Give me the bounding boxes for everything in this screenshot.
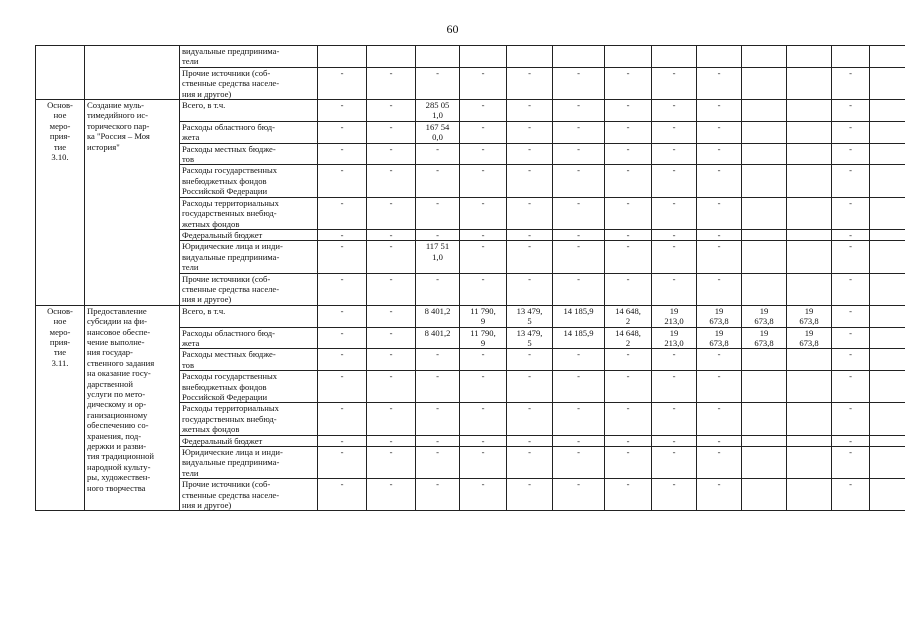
measure-name-cell: Предоставление субсидии на фи- нансовое обеспе- чение выполне- ния государ- ственного задания на оказание госу- дарственной услуги по мето- дическому и ор- ганизационному обеспечению со- хранения, под- держки и разви- тия традиционной народной культу- ры, художествен- ного творчества bbox=[85, 305, 180, 511]
value-cell bbox=[787, 143, 832, 165]
value-cell: - bbox=[318, 447, 367, 479]
value-cell: - bbox=[507, 121, 553, 143]
value-cell: - bbox=[318, 371, 367, 403]
value-cell: - bbox=[832, 241, 870, 273]
value-cell: - bbox=[507, 229, 553, 240]
table-body bbox=[36, 46, 905, 511]
value-cell: - bbox=[318, 241, 367, 273]
value-cell: 117 51 1,0 bbox=[416, 241, 460, 273]
value-cell: - bbox=[652, 479, 697, 511]
value-cell bbox=[507, 46, 553, 68]
value-cell: - bbox=[832, 327, 870, 349]
value-cell bbox=[787, 197, 832, 229]
value-cell bbox=[787, 121, 832, 143]
value-cell: - bbox=[367, 143, 416, 165]
value-cell: - bbox=[318, 100, 367, 122]
value-cell bbox=[416, 46, 460, 68]
value-cell: - bbox=[416, 229, 460, 240]
value-cell bbox=[742, 447, 787, 479]
value-cell bbox=[787, 100, 832, 122]
table-row bbox=[36, 100, 905, 122]
value-cell bbox=[787, 349, 832, 371]
value-cell bbox=[553, 46, 605, 68]
funding-source-cell: Юридические лица и инди- видуальные предпринима- тели bbox=[180, 447, 318, 479]
value-cell: - bbox=[832, 273, 870, 305]
value-cell bbox=[787, 229, 832, 240]
value-cell: - bbox=[460, 197, 507, 229]
value-cell bbox=[870, 435, 905, 446]
value-cell: - bbox=[416, 349, 460, 371]
value-cell: - bbox=[318, 349, 367, 371]
value-cell bbox=[870, 349, 905, 371]
value-cell: - bbox=[605, 241, 652, 273]
value-cell bbox=[742, 197, 787, 229]
value-cell bbox=[870, 165, 905, 197]
funding-source-cell: Прочие источники (соб- ственные средства населе- ния и другое) bbox=[180, 479, 318, 511]
value-cell: - bbox=[697, 241, 742, 273]
value-cell: - bbox=[460, 435, 507, 446]
value-cell: - bbox=[605, 447, 652, 479]
measure-code-cell: Основ- ное меро- прия- тие 3.11. bbox=[36, 305, 85, 511]
value-cell: - bbox=[652, 229, 697, 240]
value-cell: - bbox=[553, 371, 605, 403]
value-cell: - bbox=[507, 67, 553, 99]
value-cell: - bbox=[553, 403, 605, 435]
value-cell: - bbox=[318, 327, 367, 349]
value-cell: - bbox=[367, 305, 416, 327]
table-row bbox=[36, 46, 905, 68]
value-cell: 19 673,8 bbox=[742, 305, 787, 327]
value-cell bbox=[870, 371, 905, 403]
value-cell: - bbox=[553, 100, 605, 122]
value-cell: - bbox=[832, 403, 870, 435]
value-cell: - bbox=[367, 241, 416, 273]
value-cell: - bbox=[652, 197, 697, 229]
funding-source-cell: Расходы государственных внебюджетных фондов Российской Федерации bbox=[180, 371, 318, 403]
value-cell: - bbox=[605, 371, 652, 403]
value-cell bbox=[870, 143, 905, 165]
value-cell: - bbox=[416, 371, 460, 403]
value-cell: - bbox=[697, 273, 742, 305]
value-cell: - bbox=[367, 229, 416, 240]
value-cell: - bbox=[832, 165, 870, 197]
value-cell bbox=[742, 100, 787, 122]
value-cell: - bbox=[416, 197, 460, 229]
value-cell: - bbox=[832, 67, 870, 99]
value-cell: - bbox=[367, 403, 416, 435]
value-cell: - bbox=[697, 143, 742, 165]
value-cell: - bbox=[367, 371, 416, 403]
value-cell: - bbox=[605, 67, 652, 99]
measure-name-cell: Создание муль- тимедийного ис- торического пар- ка "Россия – Моя история" bbox=[85, 100, 180, 306]
measure-name-cell bbox=[85, 46, 180, 100]
value-cell: 19 673,8 bbox=[742, 327, 787, 349]
value-cell: - bbox=[367, 349, 416, 371]
value-cell bbox=[787, 165, 832, 197]
value-cell bbox=[870, 479, 905, 511]
value-cell: - bbox=[318, 479, 367, 511]
value-cell bbox=[870, 273, 905, 305]
value-cell bbox=[742, 479, 787, 511]
value-cell: - bbox=[416, 273, 460, 305]
funding-source-cell: Федеральный бюджет bbox=[180, 229, 318, 240]
value-cell bbox=[787, 273, 832, 305]
value-cell: - bbox=[697, 447, 742, 479]
value-cell: - bbox=[318, 229, 367, 240]
value-cell: - bbox=[605, 273, 652, 305]
value-cell: 14 185,9 bbox=[553, 305, 605, 327]
value-cell: - bbox=[832, 371, 870, 403]
value-cell bbox=[870, 327, 905, 349]
value-cell bbox=[870, 229, 905, 240]
value-cell: 11 790, 9 bbox=[460, 327, 507, 349]
value-cell: 13 479, 5 bbox=[507, 327, 553, 349]
measure-code-cell: Основ- ное меро- прия- тие 3.10. bbox=[36, 100, 85, 306]
value-cell bbox=[742, 241, 787, 273]
value-cell: - bbox=[460, 229, 507, 240]
funding-source-cell: Расходы государственных внебюджетных фондов Российской Федерации bbox=[180, 165, 318, 197]
value-cell bbox=[742, 229, 787, 240]
value-cell bbox=[697, 46, 742, 68]
value-cell: 19 213,0 bbox=[652, 327, 697, 349]
value-cell: - bbox=[832, 143, 870, 165]
value-cell: - bbox=[697, 229, 742, 240]
value-cell: - bbox=[460, 479, 507, 511]
value-cell: - bbox=[652, 403, 697, 435]
value-cell: - bbox=[832, 305, 870, 327]
value-cell: - bbox=[652, 447, 697, 479]
value-cell: - bbox=[832, 435, 870, 446]
value-cell: - bbox=[553, 447, 605, 479]
value-cell: - bbox=[553, 349, 605, 371]
value-cell: - bbox=[507, 143, 553, 165]
funding-source-cell: Юридические лица и инди- видуальные предпринима- тели bbox=[180, 241, 318, 273]
value-cell: 285 05 1,0 bbox=[416, 100, 460, 122]
value-cell bbox=[870, 241, 905, 273]
budget-table bbox=[35, 45, 905, 511]
value-cell: - bbox=[832, 349, 870, 371]
value-cell: - bbox=[697, 403, 742, 435]
value-cell bbox=[870, 100, 905, 122]
value-cell: - bbox=[460, 447, 507, 479]
value-cell bbox=[870, 121, 905, 143]
value-cell: - bbox=[367, 165, 416, 197]
value-cell: - bbox=[507, 403, 553, 435]
value-cell: - bbox=[367, 121, 416, 143]
value-cell: - bbox=[697, 121, 742, 143]
funding-source-cell: Расходы местных бюдже- тов bbox=[180, 143, 318, 165]
value-cell: - bbox=[697, 197, 742, 229]
value-cell bbox=[787, 403, 832, 435]
value-cell bbox=[787, 371, 832, 403]
value-cell: - bbox=[832, 100, 870, 122]
value-cell: - bbox=[605, 403, 652, 435]
funding-source-cell: Расходы областного бюд- жета bbox=[180, 327, 318, 349]
value-cell: - bbox=[553, 143, 605, 165]
value-cell bbox=[605, 46, 652, 68]
funding-source-cell: Всего, в т.ч. bbox=[180, 305, 318, 327]
value-cell bbox=[870, 447, 905, 479]
value-cell: - bbox=[460, 403, 507, 435]
value-cell: - bbox=[605, 229, 652, 240]
value-cell: - bbox=[367, 100, 416, 122]
value-cell: 167 54 0,0 bbox=[416, 121, 460, 143]
value-cell bbox=[787, 447, 832, 479]
funding-source-cell: Расходы территориальных государственных внебюд- жетных фондов bbox=[180, 197, 318, 229]
value-cell bbox=[652, 46, 697, 68]
value-cell: - bbox=[652, 371, 697, 403]
value-cell: - bbox=[652, 100, 697, 122]
value-cell: 19 673,8 bbox=[697, 305, 742, 327]
value-cell: - bbox=[416, 67, 460, 99]
value-cell: - bbox=[416, 479, 460, 511]
value-cell: - bbox=[652, 241, 697, 273]
funding-source-cell: видуальные предпринима- тели bbox=[180, 46, 318, 68]
value-cell: - bbox=[460, 67, 507, 99]
value-cell: - bbox=[507, 349, 553, 371]
value-cell: - bbox=[697, 100, 742, 122]
value-cell: - bbox=[507, 435, 553, 446]
funding-source-cell: Прочие источники (соб- ственные средства населе- ния и другое) bbox=[180, 67, 318, 99]
value-cell: - bbox=[553, 479, 605, 511]
value-cell: - bbox=[367, 435, 416, 446]
value-cell: - bbox=[416, 447, 460, 479]
value-cell bbox=[742, 165, 787, 197]
value-cell: - bbox=[652, 349, 697, 371]
value-cell: - bbox=[507, 165, 553, 197]
value-cell bbox=[742, 46, 787, 68]
value-cell: - bbox=[318, 67, 367, 99]
value-cell: 14 648, 2 bbox=[605, 327, 652, 349]
value-cell: - bbox=[507, 447, 553, 479]
value-cell: - bbox=[605, 121, 652, 143]
value-cell: - bbox=[652, 435, 697, 446]
value-cell: - bbox=[318, 165, 367, 197]
value-cell: - bbox=[553, 435, 605, 446]
value-cell: - bbox=[605, 479, 652, 511]
value-cell bbox=[742, 435, 787, 446]
value-cell bbox=[832, 46, 870, 68]
value-cell: - bbox=[507, 371, 553, 403]
value-cell: 8 401,2 bbox=[416, 305, 460, 327]
value-cell: - bbox=[460, 143, 507, 165]
value-cell: - bbox=[605, 165, 652, 197]
value-cell: - bbox=[652, 67, 697, 99]
value-cell: - bbox=[507, 479, 553, 511]
value-cell: - bbox=[832, 229, 870, 240]
value-cell: - bbox=[553, 241, 605, 273]
value-cell: - bbox=[832, 479, 870, 511]
value-cell: - bbox=[605, 100, 652, 122]
value-cell: 14 185,9 bbox=[553, 327, 605, 349]
value-cell: - bbox=[416, 165, 460, 197]
value-cell: - bbox=[318, 435, 367, 446]
value-cell: 19 673,8 bbox=[697, 327, 742, 349]
funding-source-cell: Федеральный бюджет bbox=[180, 435, 318, 446]
value-cell: 14 648, 2 bbox=[605, 305, 652, 327]
value-cell: - bbox=[318, 121, 367, 143]
value-cell: - bbox=[697, 479, 742, 511]
measure-code-cell bbox=[36, 46, 85, 100]
value-cell bbox=[742, 67, 787, 99]
value-cell: - bbox=[507, 197, 553, 229]
value-cell: - bbox=[507, 273, 553, 305]
value-cell: - bbox=[652, 143, 697, 165]
value-cell: - bbox=[460, 349, 507, 371]
value-cell: - bbox=[832, 197, 870, 229]
value-cell: - bbox=[318, 197, 367, 229]
value-cell bbox=[870, 403, 905, 435]
funding-source-cell: Прочие источники (соб- ственные средства населе- ния и другое) bbox=[180, 273, 318, 305]
value-cell: - bbox=[367, 479, 416, 511]
value-cell: - bbox=[832, 121, 870, 143]
value-cell: 19 213,0 bbox=[652, 305, 697, 327]
value-cell: - bbox=[697, 67, 742, 99]
value-cell: 11 790, 9 bbox=[460, 305, 507, 327]
value-cell bbox=[787, 479, 832, 511]
value-cell: - bbox=[318, 143, 367, 165]
value-cell bbox=[787, 435, 832, 446]
value-cell bbox=[742, 273, 787, 305]
value-cell: - bbox=[553, 67, 605, 99]
value-cell: - bbox=[416, 403, 460, 435]
value-cell: - bbox=[318, 403, 367, 435]
value-cell: - bbox=[832, 447, 870, 479]
value-cell: - bbox=[318, 273, 367, 305]
value-cell bbox=[742, 143, 787, 165]
funding-source-cell: Расходы территориальных государственных внебюд- жетных фондов bbox=[180, 403, 318, 435]
value-cell bbox=[787, 241, 832, 273]
funding-source-cell: Расходы областного бюд- жета bbox=[180, 121, 318, 143]
value-cell: - bbox=[507, 100, 553, 122]
value-cell: - bbox=[460, 100, 507, 122]
value-cell: 19 673,8 bbox=[787, 327, 832, 349]
value-cell bbox=[367, 46, 416, 68]
value-cell: - bbox=[553, 229, 605, 240]
value-cell: - bbox=[697, 435, 742, 446]
value-cell: - bbox=[507, 241, 553, 273]
value-cell bbox=[870, 197, 905, 229]
value-cell bbox=[870, 305, 905, 327]
value-cell: - bbox=[605, 143, 652, 165]
value-cell: - bbox=[652, 273, 697, 305]
value-cell bbox=[742, 349, 787, 371]
value-cell: - bbox=[652, 121, 697, 143]
value-cell: - bbox=[367, 197, 416, 229]
value-cell bbox=[787, 46, 832, 68]
value-cell: - bbox=[553, 121, 605, 143]
value-cell bbox=[870, 46, 905, 68]
value-cell: 8 401,2 bbox=[416, 327, 460, 349]
value-cell: - bbox=[553, 273, 605, 305]
value-cell: 19 673,8 bbox=[787, 305, 832, 327]
value-cell bbox=[742, 121, 787, 143]
value-cell: - bbox=[367, 447, 416, 479]
value-cell bbox=[787, 67, 832, 99]
value-cell: 13 479, 5 bbox=[507, 305, 553, 327]
value-cell: - bbox=[460, 241, 507, 273]
value-cell: - bbox=[460, 121, 507, 143]
value-cell: - bbox=[460, 165, 507, 197]
funding-source-cell: Расходы местных бюдже- тов bbox=[180, 349, 318, 371]
value-cell bbox=[318, 46, 367, 68]
value-cell: - bbox=[553, 197, 605, 229]
value-cell: - bbox=[460, 273, 507, 305]
value-cell: - bbox=[416, 435, 460, 446]
value-cell: - bbox=[697, 371, 742, 403]
value-cell: - bbox=[553, 165, 605, 197]
value-cell: - bbox=[367, 67, 416, 99]
value-cell bbox=[870, 67, 905, 99]
value-cell bbox=[742, 371, 787, 403]
value-cell: - bbox=[652, 165, 697, 197]
value-cell: - bbox=[367, 327, 416, 349]
page-number: 60 bbox=[446, 22, 459, 36]
value-cell: - bbox=[460, 371, 507, 403]
value-cell: - bbox=[367, 273, 416, 305]
value-cell bbox=[460, 46, 507, 68]
value-cell: - bbox=[318, 305, 367, 327]
value-cell: - bbox=[605, 197, 652, 229]
value-cell bbox=[742, 403, 787, 435]
value-cell: - bbox=[416, 143, 460, 165]
value-cell: - bbox=[605, 435, 652, 446]
value-cell: - bbox=[697, 349, 742, 371]
funding-source-cell: Всего, в т.ч. bbox=[180, 100, 318, 122]
value-cell: - bbox=[697, 165, 742, 197]
value-cell: - bbox=[605, 349, 652, 371]
table-row bbox=[36, 305, 905, 327]
